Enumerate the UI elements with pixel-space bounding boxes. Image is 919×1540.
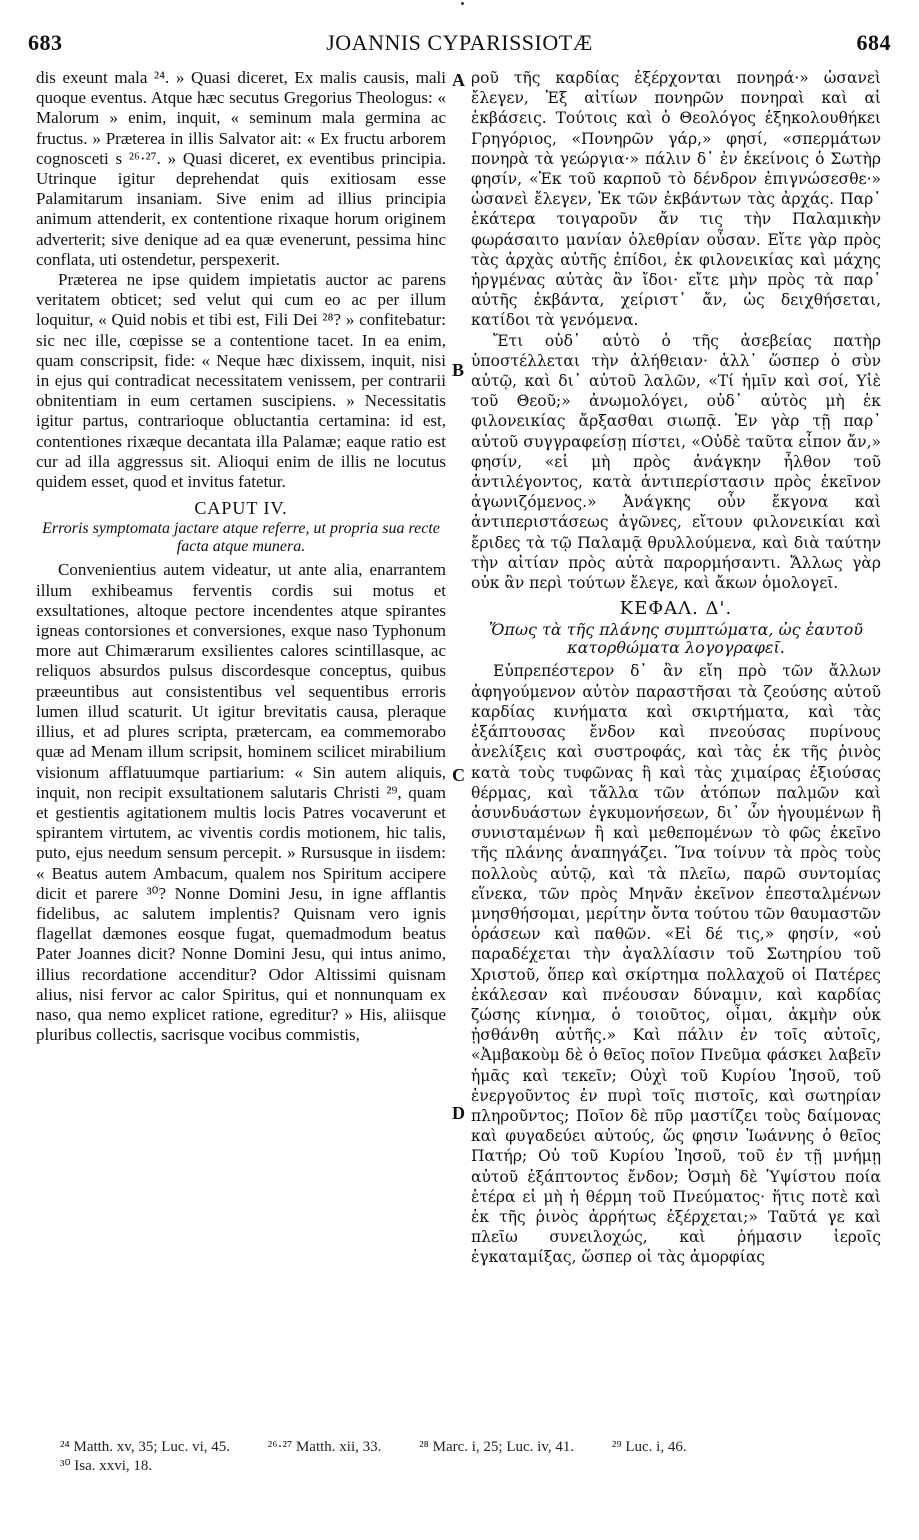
latin-chapter-heading: CAPUT IV.	[194, 498, 288, 519]
footnote-24: ²⁴ Matth. xv, 35; Luc. vi, 45.	[60, 1439, 230, 1455]
running-title: JOANNIS CYPARISSIOTÆ	[326, 30, 593, 55]
margin-letter-a: A	[452, 70, 465, 90]
footnote-row-2	[60, 1457, 889, 1476]
latin-chapter-subtitle: Erroris symptomata jactare atque referre, ut propria sua recte facta atque munera.	[42, 520, 440, 556]
footnote-30: ³⁰ Isa. xxvi, 18.	[60, 1458, 153, 1474]
left-page-number: 683	[28, 30, 63, 55]
greek-column	[471, 68, 881, 1268]
margin-letter-b: B	[452, 360, 465, 380]
running-header	[28, 30, 891, 60]
latin-paragraph-3: Convenientius autem videatur, ut ante alia, enarrantem illum exhibeamus ferventis cordis sui motus et exsultationes, altoque pectore incendentes atque spirantes igneas contorsiones et conversiones, exque naso Typhonum more aut Chimærarum exsilientes calores scintillasque, ac reliquos absurdos pulsus discordesque conceptus, quibus præeuntibus aut consistentibus vel sequentibus erroris lumen illud scaturit. Ut igitur brevitatis causa, pleraque illius, et ad plures scripta, prætercam, ea commemorabo quæ ad Menam illum scripsit, hominem scilicet mirabilium visionum afflatuumque partiarium: « Sin autem aliquis, inquit, non recipit exsultationem salutaris Christi ²⁹, quam et gestientis agitationem multis locis Patres vocaverunt et spirantem virtutem, ac viventis cordis motionem, hic talis, puto, ejus needum sensum percepit. » Rursusque in iisdem: « Beatus autem Ambacum, qualem nos Spiritum accipere dicit et parere ³⁰? Nonne Domini Jesu, in igne afflantis fidelibus, ac salutem implentis? Quisnam vero ignis flagellat dæmones eosque fugat, quemadmodum beatus Pater Joannes dicit? Nonne Domini Jesu, qui intus animo, illius recordatione accenditur? Odor Altissimi quisnam alius, nisi fervor ac calor Spiritus, qui et nonnunquam ex naso, qua nemo explicet ratione, egreditur? » His, aliisque pluribus collectis, sacrisque vocibus commistis,	[36, 560, 446, 1045]
greek-paragraph-1: ροῦ τῆς καρδίας ἐξέρχονται πονηρά·» ὡσανεὶ ἔλεγεν, Ἐξ αἰτίων πονηρῶν πονηραὶ καὶ αἱ ἐκβάσεις. Τούτοις καὶ ὁ Θεολόγος ἐξηκολουθήκει Γρηγόριος, «Πονηρῶν γάρ,» φησί, «σπερμάτων πονηρὰ τὰ γεώργια·» πάλιν δ᾽ ἐν ἐκείνοις ὁ Σωτὴρ φησίν, «Ἐκ τοῦ καρποῦ τὸ δένδρον ἐπιγνώσεσθε·» ὡσανεὶ ἔλεγεν, Ἐκ τῶν ἐκβάντων τὰς ἀρχάς. Παρ᾽ ἑκάτερα τοιγαροῦν ἄν τις τὴν Παλαμικὴν φωράσαιτο μανίαν ὀλεθρίαν οὖσαν. Εἴτε γὰρ πρὸς τὰς ἀρχὰς αὐτῆς ἐπίδοι, ἐκ φιλονεικίας καὶ μάχης ἠργμένας αὐτὰς ἂν ἴδοι· εἴτε μὴν πρὸς τὰ παρ᾽ αὐτῆς ἐκβάντα, χείριστ᾽ ἄν, ὡς δειχθήσεται, κατίδοι τὰ γενόμενα.	[471, 69, 881, 330]
greek-paragraph-2: Ἔτι οὐδ᾽ αὐτὸ ὁ τῆς ἀσεβείας πατὴρ ὑποστέλλεται τὴν ἀλήθειαν· ἀλλ᾽ ὥσπερ ὁ σὺν αὐτῷ, καὶ δι᾽ αὐτοῦ λαλῶν, «Τί ἡμῖν καὶ σοί, Υἱὲ τοῦ Θεοῦ;» ἀνωμολόγει, οὐδ᾽ αὐτὸς μὴ ἐκ φιλονεικίας ἄρξασθαι σιωπᾷ. Ἐν γὰρ τῇ παρ᾽ αὐτοῦ συγγραφείσῃ πίστει, «Οὐδὲ ταῦτα εἶπον ἄν,» φησίν, «εἰ μὴ πρὸς ἀνάγκην ἦλθον τοῦ ἀντιλέγοντος, κατὰ ἀντιπερίστασιν πρὸς ἐκεῖνον ἀγωνιζόμενος.» Ἀνάγκης οὖν ἔκγονα καὶ ἀντιπεριστάσεως ἀγῶνες, εἴτουν φιλονεικίαι καὶ ἔριδες τὰ τῷ Παλαμᾷ θρυλλούμενα, καὶ διὰ ταύτην τὴν αἰτίαν πρὸς αὐτὰ παρορμήσαντι. Ἄλλως γὰρ οὐκ ἂν περὶ τούτων ἔλεγε, καὶ ἄκων ὁμολογεῖ.	[471, 331, 881, 593]
footnote-row-1	[60, 1438, 889, 1457]
footnotes	[60, 1438, 889, 1476]
greek-chapter-subtitle: Ὅπως τὰ τῆς πλάνης συμπτώματα, ὡς ἑαυτοῦ κατορθώματα λογογραφεῖ.	[489, 620, 863, 658]
footnote-29: ²⁹ Luc. i, 46.	[611, 1439, 687, 1455]
margin-letter-d: D	[452, 1103, 465, 1123]
footnote-26-27: ²⁶·²⁷ Matth. xii, 33.	[267, 1439, 382, 1455]
footnote-28: ²⁸ Marc. i, 25; Luc. iv, 41.	[419, 1439, 575, 1455]
margin-letter-c: C	[452, 765, 465, 785]
greek-chapter-heading: ΚΕΦΑΛ. Δ'.	[619, 598, 733, 620]
ink-dot	[461, 2, 464, 5]
greek-paragraph-3: Εὐπρεπέστερον δ᾽ ἂν εἴη πρὸ τῶν ἄλλων ἀφηγούμενον αὐτὸν παραστῆσαι τὰ ζεούσης αὐτοῦ καρδίας κινήματα καὶ σκιρτήματα, καὶ τὰς ἐξάπτουσας ἔνδον καὶ πνεούσας πυρίνους ἀνελίξεις καὶ συστροφάς, καὶ τὰς ἐκ τῆς ῥινὸς κατὰ τοὺς τυφῶνας ἢ καὶ τὰς χιμαίρας ἐξιούσας θέρμας, καὶ τἄλλα τῶν ἀτόπων παλμῶν καὶ ἀσυνδυάστων ἐγκυμονήσεων, δι᾽ ὧν ἡγουμένων ἢ συνισταμένων ἢ καὶ μεθεπομένων τὸ φῶς ἐκεῖνο τῆς πλάνης ἀναπηγάζει. Ἵνα τοίνυν τὰ πρὸς τοὺς πολλοὺς αὐτῷ, καὶ τὰ πλεῖω, παρῶ συντομίας εἵνεκα, τῶν πρὸς Μηνᾶν ἐκεῖνον ἐπεσταλμένων μνησθήσομαι, μερίτην ὄντα τούτου τῶν θαυμαστῶν ὁράσεων καὶ παθῶν. «Εἰ δέ τις,» φησίν, «οὐ παραδέχεται τὴν ἀγαλλίασιν τοῦ Σωτηρίου τοῦ Χριστοῦ, ὅπερ καὶ σκίρτημα πολλαχοῦ οἱ Πατέρες ἐκάλεσαν καὶ πνέουσαν δύναμιν, καὶ καρδίας ζώσης κίνημα, ὁ τοιοῦτος, οἶμαι, ἀκμὴν οὐκ ᾐσθάνθη αὐτῆς.» Καὶ πάλιν ἐν τοῖς αὐτοῖς, «Ἀμβακοὺμ δὲ ὁ θεῖος ποῖον Πνεῦμα φάσκει λαβεῖν ἡμᾶς καὶ τεκεῖν; Οὐχὶ τοῦ Κυρίου Ἰησοῦ, τοῦ ἐνεργοῦντος ἐν πυρὶ τοῖς πιστοῖς, καὶ σωτηρίαν πληροῦντος; Ποῖον δὲ πῦρ μαστίζει τοὺς δαίμονας καὶ φυγαδεύει αὐτούς, ὥς φησιν Ἰωάννης ὁ θεῖος Πατήρ; Οὐ τοῦ Κυρίου Ἰησοῦ, τοῦ ἐν τῇ μνήμῃ αὐτοῦ ἐξάπτοντος ἔνδον; Ὀσμὴ δὲ Ὑψίστου ποία ἑτέρα εἰ μὴ ἡ θέρμη τοῦ Πνεύματος· ἥτις ποτὲ καὶ ἐκ τῆς ῥινὸς ἀρρήτως ἐξέρχεται;» Ταῦτά γε καὶ πλεῖω συνειλοχώς, καὶ ῥήμασιν ἱεροῖς ἐγκαταμίξας, ὥσπερ οἱ τὰς ἀμορφίας	[471, 662, 881, 1267]
latin-column	[36, 68, 446, 1045]
right-page-number: 684	[856, 30, 891, 55]
latin-paragraph-2: Præterea ne ipse quidem impietatis auctor ac parens veritatem obticet; sed velut qui cum eo ac per illum loquitur, « Quid nobis et tibi est, Fili Dei ²⁸? » confitebatur: sic nec ille, cœpisse se a contentione tacet. In ea enim, quam conscripsit, fide: « Neque hæc dixissem, inquit, nisi in ejus qui contradicat necessitatem venissem, per contrarii obnitentiam in eum certamen suscipiens. » Necessitatis igitur partus, contrarioque obluctantia certamina: id est, contentiones rixæque decantata illa Palamæ; eaque ratio est cur ad illa aggressus sit. Alioqui enim de illis ne locutus quidem esset, quod et invitus fatetur.	[36, 270, 446, 492]
latin-paragraph-1: dis exeunt mala ²⁴. » Quasi diceret, Ex malis causis, mali quoque eventus. Atque hæc secutus Gregorius Theologus: « Malorum » enim, inquit, « seminum mala germina ac fructus. » Præterea in illis Salvator ait: « Ex fructu arborem cognosceti s ²⁶·²⁷. » Quasi diceret, ex eventibus principia. Utrinque igitur deprehendat quis exitiosam esse Palamitarum insaniam. Sive enim ad illius principia animum attenderit, ex contentione rixaque horum originem adverterit; sive denique ad ea quæ evenerunt, pessima hinc conflata, uti ostendetur, perspexerit.	[36, 68, 446, 269]
